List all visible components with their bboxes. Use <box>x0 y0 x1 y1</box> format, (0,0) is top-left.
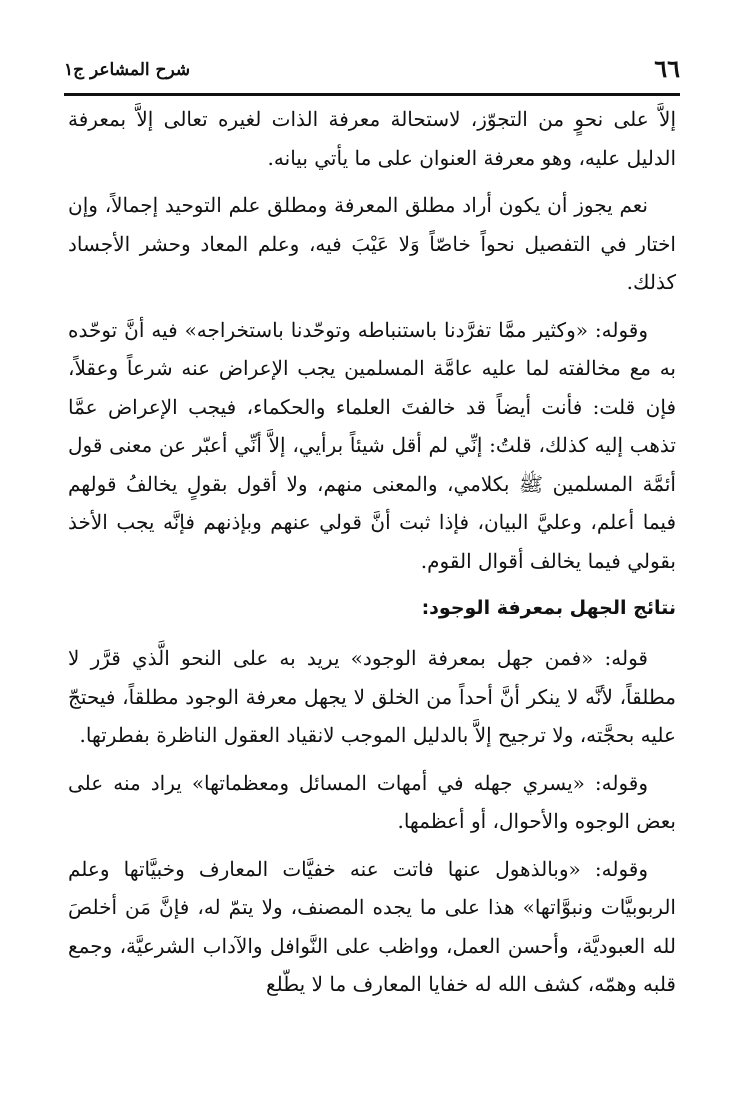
page-number: ٦٦ <box>654 54 680 83</box>
paragraph-3: وقوله: «وكثير ممَّا تفرَّدنا باستنباطه وتوحّدنا باستخراجه» فيه أنَّ توحّده به مع مخالفته لما عليه عامَّة المسلمين يجب الإعراض عنه شرعاً وعقلاً، فإن قلت: فأنت أيضاً قد خالفتَ العلماء والحكماء، فيجب الإعراض عمَّا تذهب إليه كذلك، قلتُ: إنِّي لم أقل شيئاً برأيي، إلاَّ أنِّي أعبّر عن معنى قول أئمَّة المسلمين ﷺ بكلامي، والمعنى منهم، ولا أقول بقولٍ يخالفُ قولهم فيما أعلم، وعليَّ البيان، فإذا ثبت أنَّ قولي عنهم وبإذنهم فإنَّه يجب الأخذ بقولي فيما يخالف أقوال القوم. <box>68 317 676 573</box>
paragraph-6: وقوله: «وبالذهول عنها فاتت عنه خفيَّات المعارف وخبيَّاتها وعلم الربوبيَّات ونبوَّاتها» هذا على ما يجده المصنف، ولا يتمّ له، فإنَّ مَن أخلصَ لله العبوديَّة، وأحسن العمل، وواظب على النَّوافل والآداب الشرعيَّة، وجمع قلبه وهمّه، كشف الله له خفايا المعارف ما لا يطّلع <box>68 856 677 996</box>
paragraph-4: قوله: «فمن جهل بمعرفة الوجود» يريد به على النحو الَّذي قرَّر لا مطلقاً، لأنَّه لا ينكر أنَّ أحداً من الخلق لا يجهل معرفة الوجود مطلقاً، فيحتجّ عليه بحجَّته، ولا ترجيح إلاَّ بالدليل الموجب لانقياد العقول الناظرة بفطرتها. <box>68 646 676 747</box>
section-heading: نتائج الجهل بمعرفة الوجود: <box>421 597 676 619</box>
paragraph-5: وقوله: «يسري جهله في أمهات المسائل ومعظماتها» يراد منه على بعض الوجوه والأحوال، أو أعظمها. <box>68 770 676 833</box>
running-title: شرح المشاعر ج١ <box>64 60 191 80</box>
page-header <box>64 54 680 94</box>
paragraph-1: إلاَّ على نحوٍ من التجوّز، لاستحالة معرفة الذات لغيره تعالى إلاَّ بمعرفة الدليل عليه، وهو معرفة العنوان على ما يأتي بيانه. <box>68 107 676 170</box>
body-text <box>68 100 676 1013</box>
paragraph-2: نعم يجوز أن يكون أراد مطلق المعرفة ومطلق علم التوحيد إجمالاً، وإن اختار في التفصيل نحواً خاصّاً وَلا عَيْبَ فيه، وعلم المعاد وحشر الأجساد كذلك. <box>68 193 676 294</box>
header-rule <box>64 93 680 96</box>
